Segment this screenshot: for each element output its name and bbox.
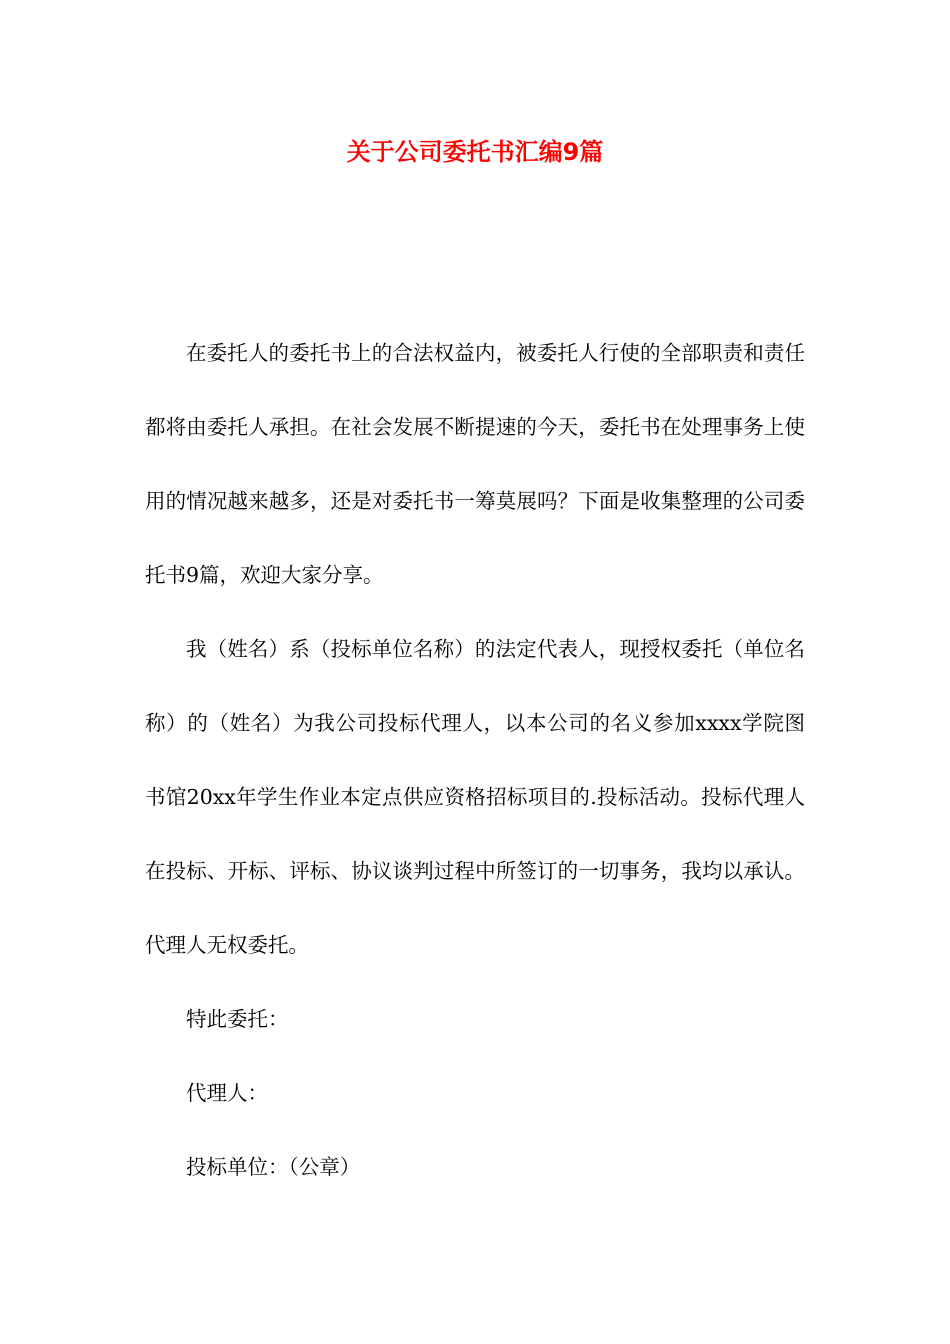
document-title: 关于公司委托书汇编9篇: [346, 138, 604, 166]
paragraph-agent: 代理人：: [186, 1081, 268, 1105]
paragraph-bidding-unit: 投标单位：（公章）: [186, 1155, 361, 1179]
paragraph-intro: 在委托人的委托书上的合法权益内，被委托人行使的全部职责和责任都将由委托人承担。在社会发展不断提速的今天，委托书在处理事务上使用的情况越来越多，还是对委托书一筹莫展吗？下面是收集整理的公司委托书9篇，欢迎大家分享。: [145, 341, 805, 587]
paragraph-authorization: 我（姓名）系（投标单位名称）的法定代表人，现授权委托（单位名称）的（姓名）为我公司投标代理人，以本公司的名义参加xxxx学院图书馆20xx年学生作业本定点供应资格招标项目的.投标活动。投标代理人在投标、开标、评标、协议谈判过程中所签订的一切事务，我均以承认。代理人无权委托。: [145, 637, 805, 957]
document-body: [145, 316, 805, 1204]
paragraph-hereby-entrust: 特此委托：: [186, 1007, 289, 1031]
